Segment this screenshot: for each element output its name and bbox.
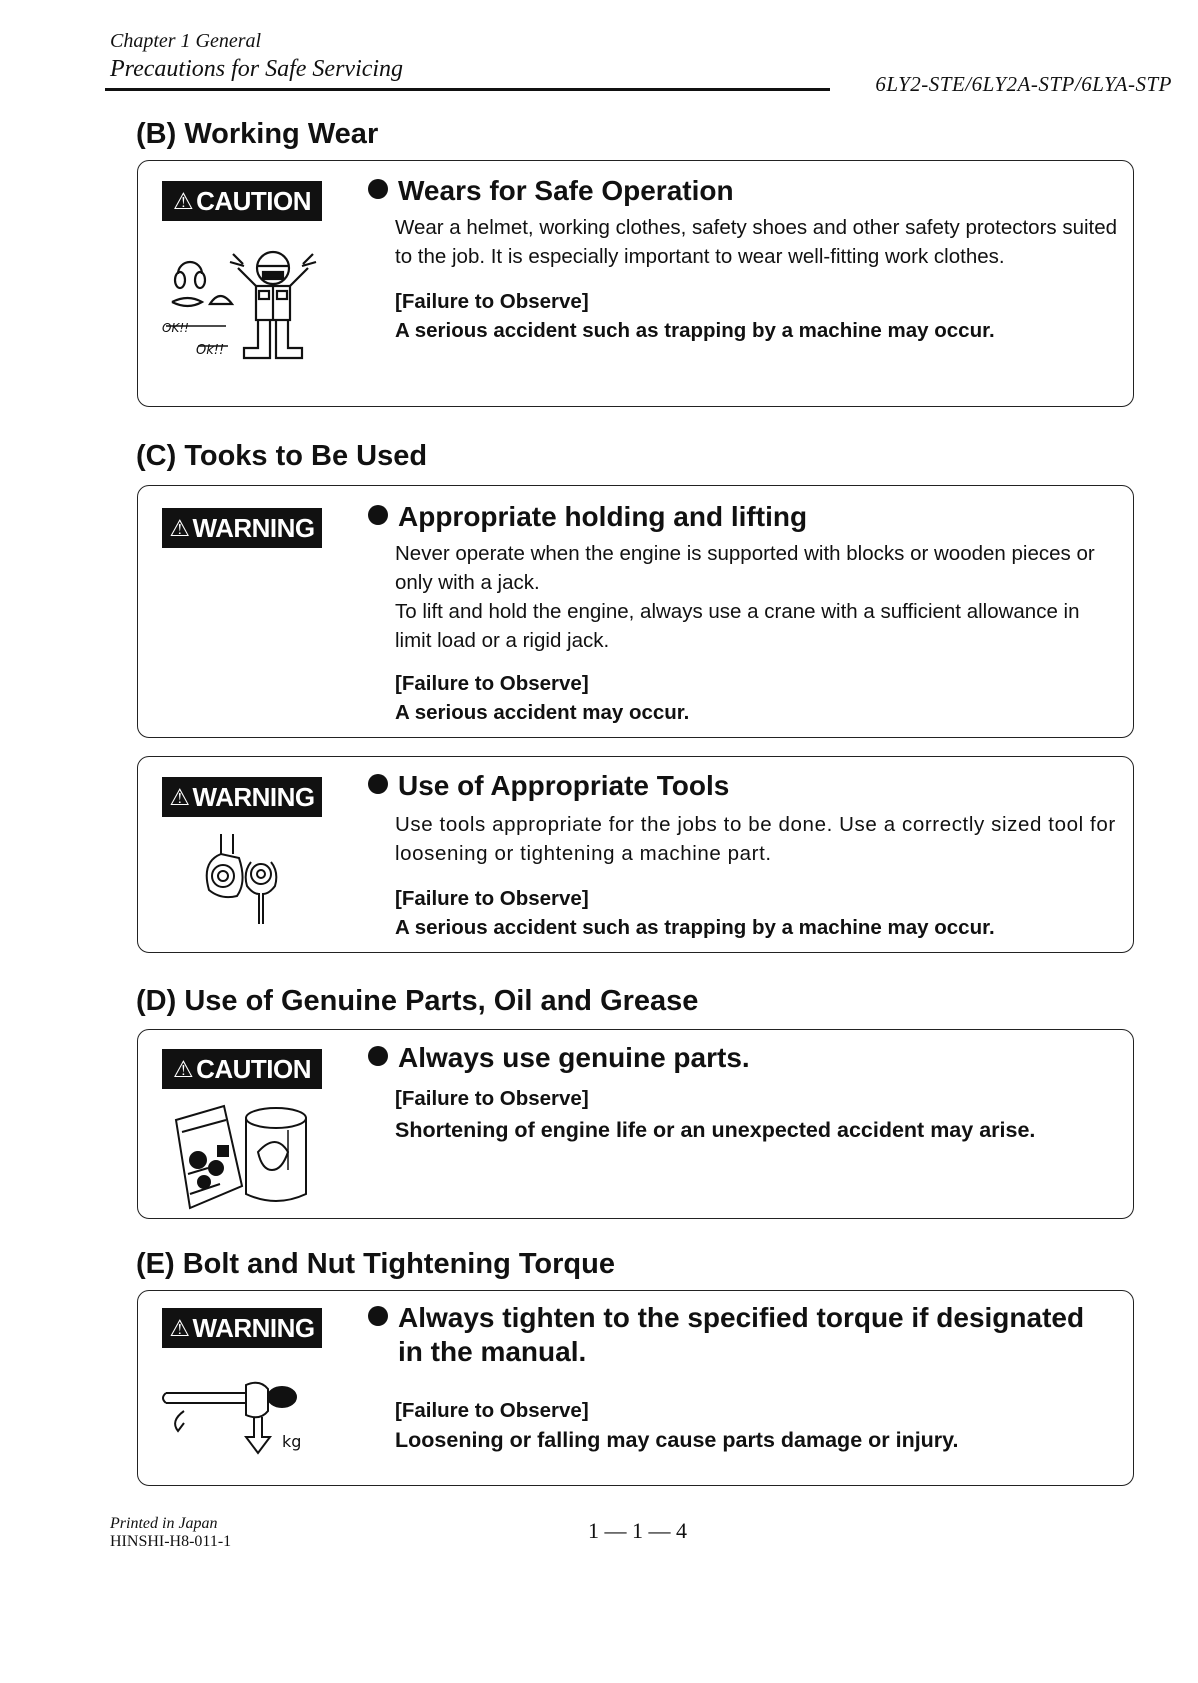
torque-heading: Always tighten to the specified torque if designated in the manual. bbox=[368, 1301, 1084, 1369]
warning-triangle-icon: ⚠ bbox=[172, 187, 194, 214]
section-b-title: (B) Working Wear bbox=[136, 118, 379, 150]
warning-triangle-icon: ⚠ bbox=[172, 1055, 194, 1082]
document-code: HINSHI-H8-011-1 bbox=[110, 1533, 232, 1550]
bullet-icon bbox=[368, 774, 388, 794]
page-number: 1 — 1 — 4 bbox=[588, 1518, 687, 1543]
genuine-parts-heading: Always use genuine parts. bbox=[368, 1042, 750, 1074]
caution-badge: ⚠ CAUTION bbox=[162, 181, 322, 221]
wrench-icon bbox=[193, 832, 303, 932]
header-rule bbox=[105, 88, 830, 91]
page-title: Precautions for Safe Servicing bbox=[110, 56, 404, 82]
svg-text:kg: kg bbox=[282, 1432, 302, 1451]
bullet-icon bbox=[368, 179, 388, 199]
failure-text: Loosening or falling may cause parts damage or injury. bbox=[395, 1428, 959, 1452]
failure-text: Shortening of engine life or an unexpected accident may arise. bbox=[395, 1118, 1036, 1142]
warning-triangle-icon: ⚠ bbox=[169, 783, 190, 810]
warning-box-appropriate-tools bbox=[137, 756, 1134, 953]
section-d-title: (D) Use of Genuine Parts, Oil and Grease bbox=[136, 985, 699, 1017]
chapter-label: Chapter 1 General bbox=[110, 30, 262, 52]
failure-text: A serious accident such as trapping by a machine may occur. bbox=[395, 916, 995, 939]
caution-badge: ⚠ CAUTION bbox=[162, 1049, 322, 1089]
model-label: 6LY2-STE/6LY2A-STP/6LYA-STP bbox=[875, 72, 1172, 96]
failure-label: [Failure to Observe] bbox=[395, 672, 589, 695]
failure-label: [Failure to Observe] bbox=[395, 290, 589, 313]
svg-text:Ok!!: Ok!! bbox=[196, 343, 225, 358]
warning-box-torque bbox=[137, 1290, 1134, 1486]
holding-lifting-body-2: To lift and hold the engine, always use a crane with a sufficient allowance in limit load or a rigid jack. bbox=[395, 600, 1080, 652]
caution-box-genuine-parts bbox=[137, 1029, 1134, 1219]
bullet-icon bbox=[368, 1306, 388, 1326]
genuine-parts-icon bbox=[168, 1102, 313, 1212]
appropriate-tools-body: Use tools appropriate for the jobs to be done. Use a correctly sized tool for loosening or tightening a machine part. bbox=[395, 813, 1116, 865]
svg-text:OK!!: OK!! bbox=[162, 321, 189, 335]
failure-label: [Failure to Observe] bbox=[395, 1399, 589, 1422]
warning-badge: ⚠ WARNING bbox=[162, 777, 322, 817]
warning-badge: ⚠ WARNING bbox=[162, 508, 322, 548]
torque-wrench-icon bbox=[158, 1371, 318, 1471]
bullet-icon bbox=[368, 505, 388, 525]
warning-box-holding-lifting bbox=[137, 485, 1134, 738]
wear-body: Wear a helmet, working clothes, safety shoes and other safety protectors suited to the job. It is especially important to wear well-fitting work clothes. bbox=[395, 216, 1118, 268]
printed-label: Printed in Japan bbox=[110, 1515, 218, 1532]
wear-heading: Wears for Safe Operation bbox=[368, 175, 734, 207]
worker-protective-gear-icon bbox=[158, 246, 328, 366]
caution-box-working-wear bbox=[137, 160, 1134, 407]
holding-lifting-heading: Appropriate holding and lifting bbox=[368, 501, 807, 533]
appropriate-tools-heading: Use of Appropriate Tools bbox=[368, 770, 729, 802]
failure-text: A serious accident such as trapping by a machine may occur. bbox=[395, 319, 995, 342]
section-e-title: (E) Bolt and Nut Tightening Torque bbox=[136, 1248, 615, 1280]
warning-triangle-icon: ⚠ bbox=[169, 1314, 190, 1341]
section-c-title: (C) Tooks to Be Used bbox=[136, 440, 428, 472]
failure-label: [Failure to Observe] bbox=[395, 887, 589, 910]
holding-lifting-body-1: Never operate when the engine is supported with blocks or wooden pieces or only with a jack. bbox=[395, 542, 1095, 594]
bullet-icon bbox=[368, 1046, 388, 1066]
warning-triangle-icon: ⚠ bbox=[169, 514, 190, 541]
failure-label: [Failure to Observe] bbox=[395, 1087, 589, 1110]
warning-badge: ⚠ WARNING bbox=[162, 1308, 322, 1348]
failure-text: A serious accident may occur. bbox=[395, 701, 690, 724]
